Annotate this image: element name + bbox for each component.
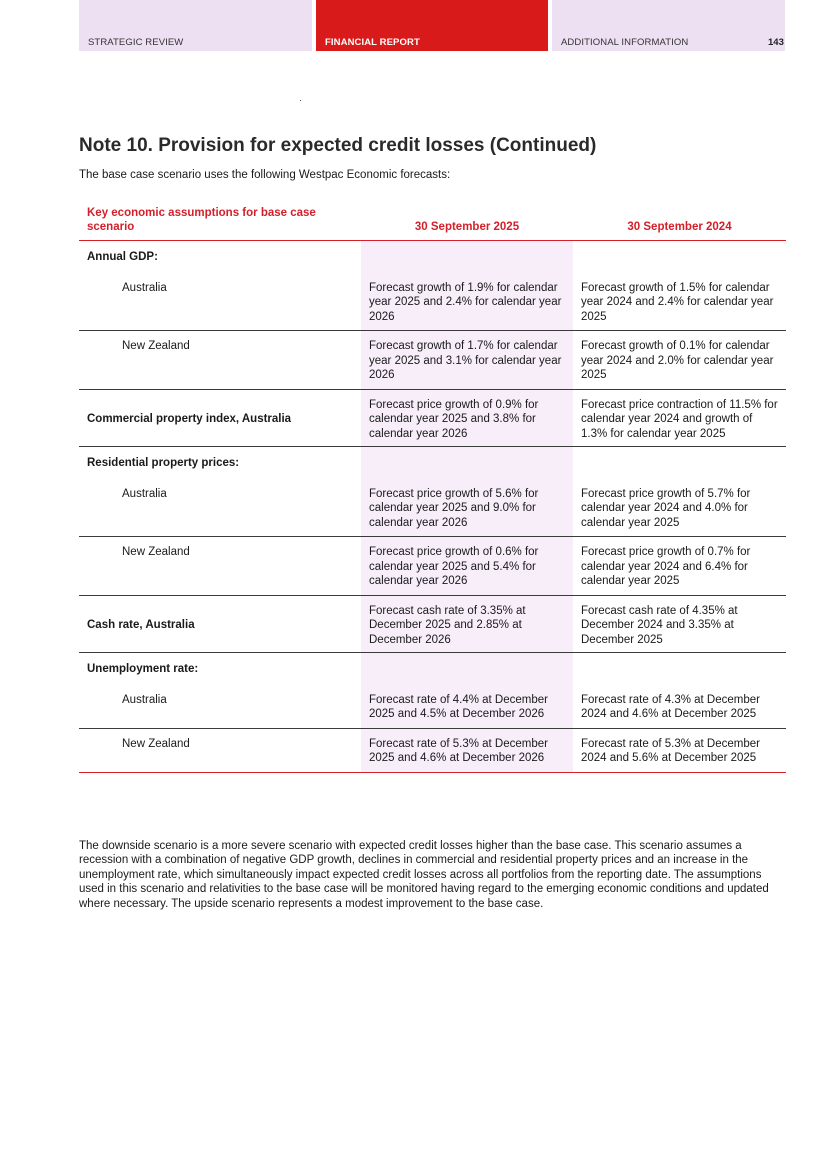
tab-financial-report-label: FINANCIAL REPORT	[325, 37, 420, 48]
page-title: Note 10. Provision for expected credit losses (Continued)	[79, 135, 597, 156]
table-row	[79, 685, 786, 729]
cell-2025: Forecast rate of 4.4% at December 2025 and 4.5% at December 2026	[361, 685, 573, 729]
cell-empty	[361, 653, 573, 685]
group-label: Unemployment rate:	[87, 663, 199, 675]
header-assumption: Key economic assumptions for base case scenario	[79, 206, 361, 241]
header-sep-2025: 30 September 2025	[361, 206, 573, 241]
table-row	[79, 331, 786, 390]
cell-empty	[573, 241, 786, 273]
table-row	[79, 728, 786, 772]
cell-2024: Forecast growth of 1.5% for calendar year 2024 and 2.4% for calendar year 2025	[573, 273, 786, 331]
tab-additional-information-label: ADDITIONAL INFORMATION	[561, 37, 689, 48]
header-sep-2024: 30 September 2024	[573, 206, 786, 241]
row-label: Australia	[79, 273, 361, 331]
cell-2025: Forecast cash rate of 3.35% at December 2025 and 2.85% at December 2026	[361, 595, 573, 653]
table-row	[79, 479, 786, 537]
page-header	[0, 0, 825, 51]
table-row	[79, 537, 786, 596]
row-label: Australia	[79, 685, 361, 729]
cell-2024: Forecast price contraction of 11.5% for calendar year 2024 and growth of 1.3% for calendar year 2025	[573, 389, 786, 447]
row-label: New Zealand	[79, 537, 361, 596]
group-label: Annual GDP:	[87, 251, 158, 263]
cell-2025: Forecast rate of 5.3% at December 2025 and 4.6% at December 2026	[361, 728, 573, 772]
row-label: Australia	[79, 479, 361, 537]
cell-empty	[573, 653, 786, 685]
row-label: New Zealand	[79, 331, 361, 390]
tab-strategic-review[interactable]	[79, 0, 312, 51]
tab-financial-report[interactable]	[316, 0, 548, 51]
decorative-dot	[300, 100, 301, 101]
cell-2025: Forecast growth of 1.7% for calendar year 2025 and 3.1% for calendar year 2026	[361, 331, 573, 390]
cell-empty	[573, 447, 786, 479]
table-row	[79, 241, 786, 273]
table-row	[79, 389, 786, 447]
table-row	[79, 653, 786, 685]
cell-2025: Forecast growth of 1.9% for calendar year 2025 and 2.4% for calendar year 2026	[361, 273, 573, 331]
group-label: Residential property prices:	[87, 457, 240, 469]
row-label: Commercial property index, Australia	[79, 389, 361, 447]
row-label: Cash rate, Australia	[79, 595, 361, 653]
cell-2024: Forecast growth of 0.1% for calendar year 2024 and 2.0% for calendar year 2025	[573, 331, 786, 390]
tab-strategic-review-label: STRATEGIC REVIEW	[88, 37, 184, 48]
table-header-row	[79, 206, 786, 241]
cell-2025: Forecast price growth of 5.6% for calendar year 2025 and 9.0% for calendar year 2026	[361, 479, 573, 537]
cell-2024: Forecast price growth of 5.7% for calendar year 2024 and 4.0% for calendar year 2025	[573, 479, 786, 537]
downside-scenario-paragraph: The downside scenario is a more severe scenario with expected credit losses higher than the base case. This scenario assumes a recession with a combination of negative GDP growth, declines in commercial and residential property prices and an increase in the unemployment rate, which simultaneously impact expected credit losses across all portfolios from the reporting date. The assumptions used in this scenario and relativities to the base case will be monitored having regard to the emerging economic conditions and updated where necessary. The upside scenario represents a modest improvement to the base case.	[79, 840, 769, 910]
intro-text: The base case scenario uses the following Westpac Economic forecasts:	[79, 169, 451, 181]
cell-2025: Forecast price growth of 0.9% for calendar year 2025 and 3.8% for calendar year 2026	[361, 389, 573, 447]
assumptions-table	[79, 206, 786, 773]
cell-2024: Forecast rate of 5.3% at December 2024 and 5.6% at December 2025	[573, 728, 786, 772]
table-row	[79, 595, 786, 653]
row-label: New Zealand	[79, 728, 361, 772]
cell-2024: Forecast price growth of 0.7% for calendar year 2024 and 6.4% for calendar year 2025	[573, 537, 786, 596]
cell-empty	[361, 447, 573, 479]
cell-2024: Forecast cash rate of 4.35% at December 2024 and 3.35% at December 2025	[573, 595, 786, 653]
page-number: 143	[768, 37, 784, 48]
table-row	[79, 447, 786, 479]
tab-additional-information[interactable]	[552, 0, 785, 51]
table-row	[79, 273, 786, 331]
cell-empty	[361, 241, 573, 273]
cell-2025: Forecast price growth of 0.6% for calendar year 2025 and 5.4% for calendar year 2026	[361, 537, 573, 596]
cell-2024: Forecast rate of 4.3% at December 2024 and 4.6% at December 2025	[573, 685, 786, 729]
